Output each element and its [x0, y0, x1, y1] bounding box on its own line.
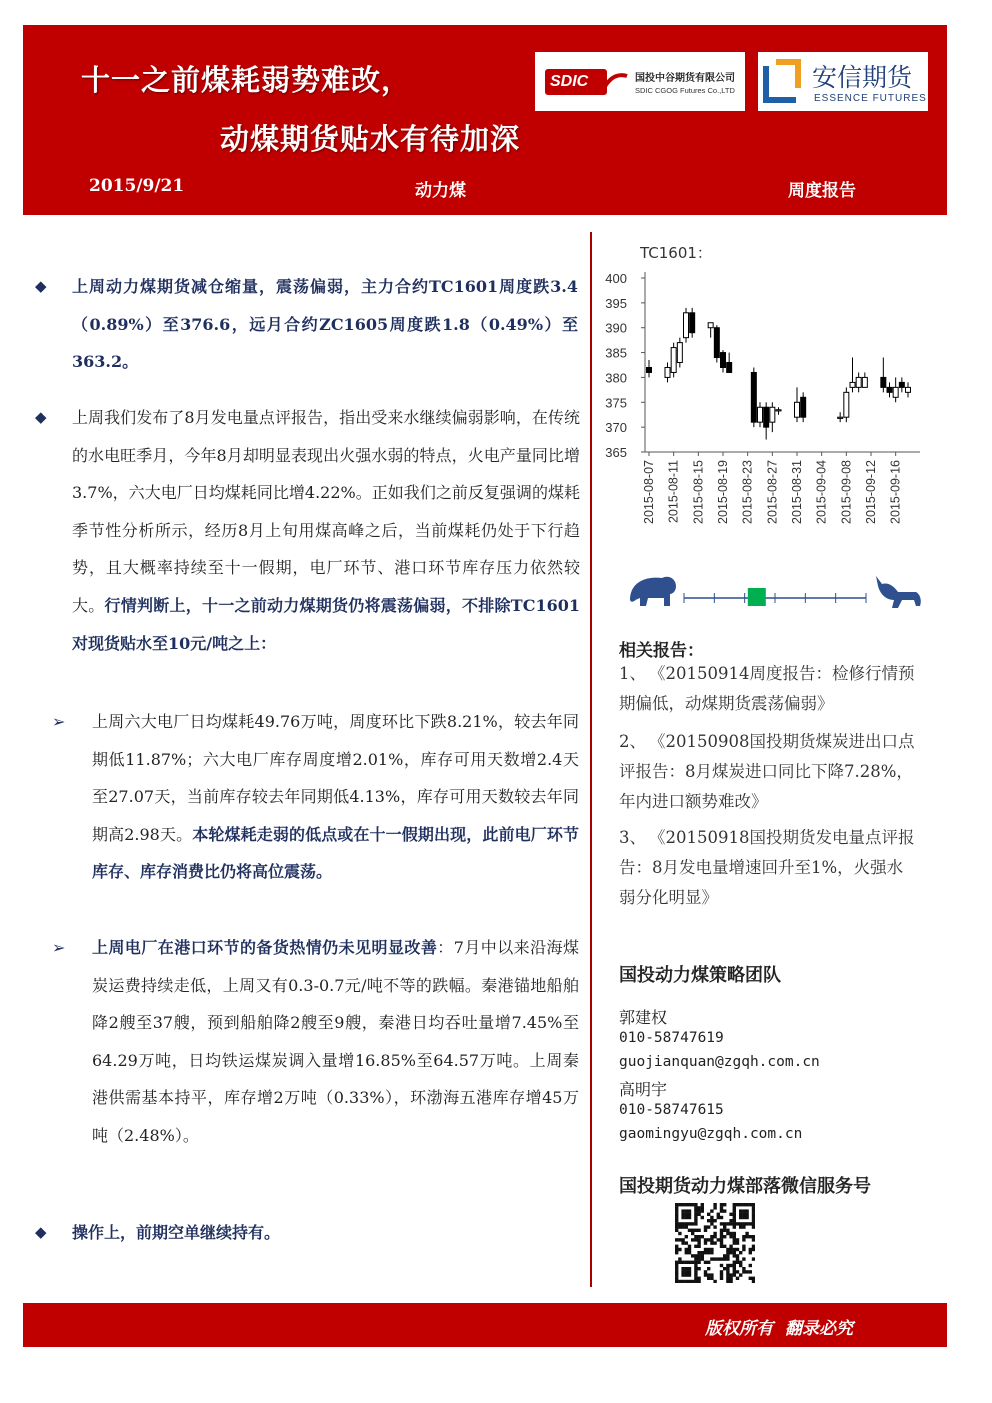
- candle: [856, 372, 861, 392]
- port-heading: 上周电厂在港口环节的备货热情仍未见明显改善: [92, 938, 438, 957]
- candle: [844, 387, 849, 422]
- candle-body: [838, 417, 843, 418]
- report-category: 动力煤: [415, 181, 466, 201]
- x-tick-label: 2015-08-07: [642, 460, 656, 524]
- x-tick-label: 2015-08-11: [666, 460, 681, 524]
- candle: [721, 350, 726, 372]
- sentiment-gauge: [626, 570, 926, 620]
- essence-name-cn: 安信期货: [812, 63, 913, 92]
- candle-body: [708, 323, 713, 328]
- candle-body: [844, 392, 849, 417]
- candle: [770, 402, 775, 432]
- x-tick-label: 2015-08-19: [716, 460, 730, 524]
- candle: [764, 402, 769, 439]
- y-tick-label: 380: [605, 370, 627, 386]
- candle: [671, 343, 676, 378]
- y-tick-label: 400: [605, 271, 627, 286]
- candle-body: [795, 402, 800, 417]
- member-1-email[interactable]: guojianquan@zgqh.com.cn: [619, 1054, 820, 1070]
- gauge-level-marker: [748, 588, 766, 606]
- qr-code-icon[interactable]: [675, 1203, 755, 1283]
- related-report-1-text[interactable]: 《20150914周度报告：检修行情预期偏低，动煤期货震荡偏弱》: [619, 664, 915, 713]
- candle: [758, 402, 763, 427]
- wechat-title: 国投期货动力煤部落微信服务号: [619, 1176, 871, 1197]
- candle-body: [758, 407, 763, 422]
- related-report-3-number: 3、: [619, 828, 646, 847]
- candle: [795, 387, 800, 422]
- related-report-1-number: 1、: [619, 664, 646, 683]
- candle-body: [684, 313, 689, 338]
- candle: [690, 308, 695, 338]
- candle-body: [881, 377, 886, 387]
- candle-body: [801, 397, 806, 417]
- sdic-mark: [545, 69, 607, 95]
- y-tick-label: 385: [605, 345, 627, 361]
- candle-body: [671, 348, 676, 373]
- member-1-name: 郭建权: [619, 1008, 668, 1027]
- report-title-line-2: 动煤期货贴水有待加深: [220, 122, 521, 156]
- power-plant-text: 上周六大电厂日均煤耗49.76万吨，周度环比下跌8.21%，较去年同期低11.87%；六大电厂库存周度增2.01%，库存可用天数增2.4天至27.07天，当前库存较去年同期低4.13%，库存可用天数较去年同期高2.98天。: [92, 712, 579, 844]
- candle: [751, 367, 756, 427]
- candle: [862, 372, 867, 387]
- market-judgement-text: 行情判断上，十一之前动力煤期货仍将震荡偏弱，不排除TC1601对现货贴水至10元/吨之上：: [72, 595, 580, 653]
- candle: [776, 407, 781, 414]
- power-plant-conclusion: 本轮煤耗走弱的低点或在十一假期出现，此前电厂环节库存、库存消费比仍将高位震荡。: [92, 824, 579, 882]
- candle: [714, 325, 719, 362]
- candle-body: [690, 313, 695, 333]
- summary-paragraph: 上周动力煤期货减仓缩量，震荡偏弱，主力合约TC1601周度跌3.4（0.89%）至376.6，远月合约ZC1605周度跌1.8（0.49%）至363.2。: [72, 277, 578, 372]
- candle-body: [776, 410, 781, 411]
- chart-candles: [647, 308, 911, 440]
- report-type: 周度报告: [788, 181, 856, 201]
- essence-futures-logo: [758, 52, 928, 111]
- x-tick-label: 2015-08-27: [765, 460, 780, 524]
- report-date: 2015/9/21: [89, 176, 185, 196]
- member-2-email[interactable]: gaomingyu@zgqh.com.cn: [619, 1126, 803, 1142]
- chart-title: TC1601：: [640, 244, 712, 262]
- bull-icon: [876, 576, 921, 608]
- diamond-icon: ◆: [35, 1223, 47, 1241]
- candle-body: [647, 367, 652, 372]
- sdic-logo: [535, 52, 745, 111]
- candle: [838, 412, 843, 422]
- operation-advice: 操作上，前期空单继续持有。: [72, 1223, 281, 1242]
- diamond-icon: ◆: [35, 277, 47, 295]
- related-report-3-text[interactable]: 《20150918国投期货发电量点评报告：8月发电量增速回升至1%，火强水弱分化明显》: [619, 828, 915, 907]
- x-tick-label: 2015-09-16: [888, 460, 903, 524]
- bear-icon: [630, 577, 676, 606]
- member-2-name: 高明宇: [619, 1080, 668, 1099]
- tc1601-candlestick-chart: [600, 238, 940, 548]
- candle: [677, 338, 682, 368]
- candle-body: [677, 343, 682, 363]
- candle: [647, 360, 652, 377]
- candle-body: [665, 367, 670, 377]
- candle: [906, 382, 911, 397]
- candle: [665, 363, 670, 383]
- candle: [887, 382, 892, 397]
- sdic-company-cn: 国投中谷期货有限公司: [635, 73, 735, 84]
- y-tick-label: 375: [605, 395, 627, 411]
- analysis-paragraph: [72, 399, 580, 662]
- essence-name-en: ESSENCE FUTURES: [814, 93, 927, 104]
- report-title-line-1: 十一之前煤耗弱势难改，: [81, 63, 412, 97]
- candle: [727, 353, 732, 373]
- essence-mark-icon: [762, 58, 802, 104]
- related-report-2[interactable]: [619, 727, 919, 817]
- candle: [893, 377, 898, 402]
- sdic-swoosh-icon: [601, 72, 629, 92]
- candle: [684, 308, 689, 343]
- port-paragraph: [92, 929, 579, 1155]
- candle-body: [714, 328, 719, 358]
- related-report-3[interactable]: [619, 823, 919, 913]
- copyright-notice: 版权所有 翻录必究: [705, 1319, 853, 1339]
- y-tick-label: 395: [605, 295, 627, 311]
- tc1601-chart: [600, 238, 940, 548]
- candle: [708, 323, 713, 338]
- x-tick-label: 2015-08-31: [790, 460, 804, 524]
- arrow-right-icon: ➢: [52, 938, 66, 957]
- sdic-mark-text: SDIC: [550, 73, 589, 90]
- candle-body: [856, 377, 861, 387]
- power-plant-paragraph: [92, 703, 579, 891]
- candle-body: [727, 363, 732, 373]
- related-report-1[interactable]: [619, 659, 919, 719]
- candle-body: [764, 407, 769, 427]
- x-tick-label: 2015-09-12: [864, 460, 878, 524]
- candle-body: [850, 382, 855, 387]
- related-report-2-text[interactable]: 《20150908国投期货煤炭进出口点评报告：8月煤炭进口同比下降7.28%，年内进口额势难改》: [619, 732, 915, 811]
- analysis-text: 上周我们发布了8月发电量点评报告，指出受来水继续偏弱影响，在传统的水电旺季月，今年8月却明显表现出火强水弱的特点，火电产量同比增3.7%，六大电厂日均煤耗同比增4.22%。正如我们之前反复强调的煤耗季节性分析所示，经历8月上旬用煤高峰之后，当前煤耗仍处于下行趋势，且大概率持续至十一假期，电厂环节、港口环节库存压力依然较大。: [72, 408, 580, 615]
- column-divider: [590, 232, 592, 1287]
- related-report-2-number: 2、: [619, 732, 646, 751]
- x-tick-label: 2015-09-08: [839, 460, 854, 524]
- candle-body: [906, 387, 911, 392]
- x-tick-label: 2015-08-15: [691, 460, 706, 524]
- footer-banner: [23, 1303, 947, 1347]
- candle: [881, 358, 886, 393]
- sdic-company-en: SDIC CGOG Futures Co.,LTD: [635, 86, 735, 95]
- candle: [801, 392, 806, 422]
- member-2-phone: 010-58747615: [619, 1102, 724, 1118]
- diamond-icon: ◆: [35, 408, 47, 426]
- port-text: ：7月中以来沿海煤炭运费持续走低，上周又有0.3-0.7元/吨不等的跌幅。秦港锚地船舶降2艘至37艘，预到船舶降2艘至9艘，秦港日均吞吐量增7.45%至64.29万吨，日均铁运煤炭调入量增16.85%至64.57万吨。上周秦港供需基本持平，库存增2万吨（0.33%），环渤海五港库存增45万吨（2.48%）。: [92, 938, 579, 1145]
- arrow-right-icon: ➢: [52, 712, 66, 731]
- candle-body: [893, 387, 898, 397]
- candle-body: [862, 377, 867, 387]
- report-header-banner: [23, 25, 947, 215]
- x-tick-label: 2015-08-23: [740, 460, 755, 524]
- candle-body: [887, 387, 892, 392]
- team-title: 国投动力煤策略团队: [619, 965, 781, 986]
- y-tick-label: 370: [605, 420, 627, 436]
- x-tick-label: 2015-09-04: [814, 460, 829, 524]
- candle-body: [770, 407, 775, 422]
- y-tick-label: 365: [605, 445, 627, 460]
- candle-body: [751, 372, 756, 422]
- chart-axes: [605, 271, 920, 524]
- related-reports-title: 相关报告：: [619, 641, 704, 661]
- candle: [850, 358, 855, 393]
- candle-body: [721, 353, 726, 368]
- member-1-phone: 010-58747619: [619, 1030, 724, 1046]
- candle-body: [899, 382, 904, 387]
- y-tick-label: 390: [605, 320, 627, 336]
- candle: [899, 377, 904, 392]
